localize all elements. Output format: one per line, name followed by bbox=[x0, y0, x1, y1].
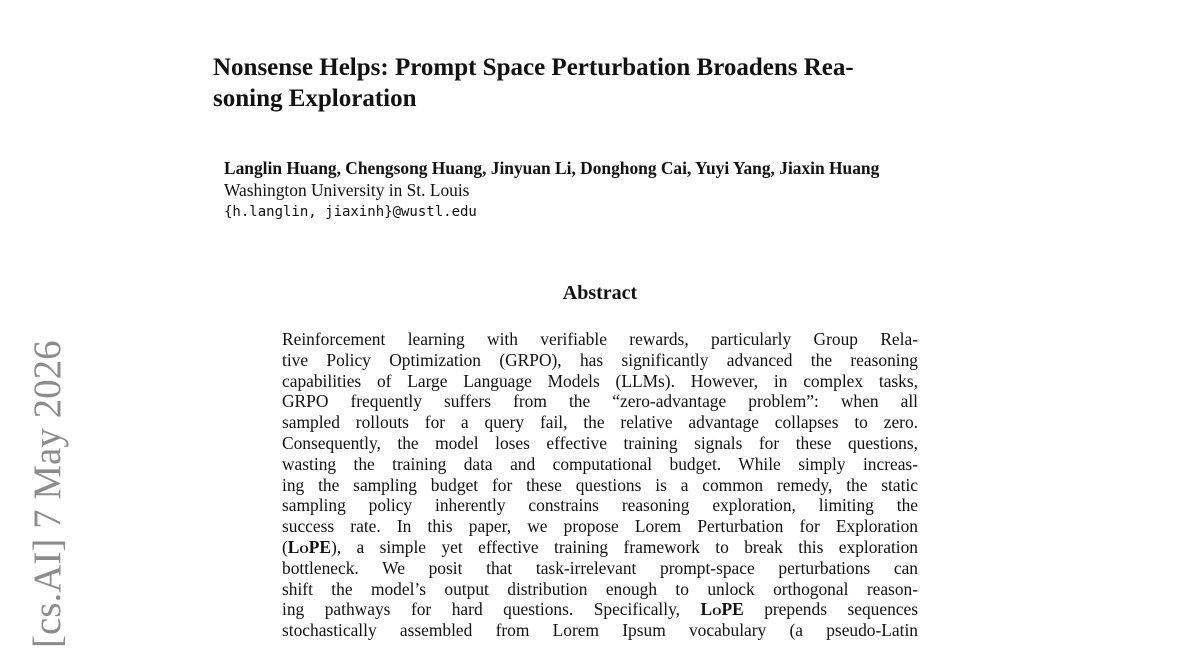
abstract-line: Reinforcement learning with verifiable rewards, particularly Group Rela- bbox=[282, 329, 918, 349]
abstract-line: tive Policy Optimization (GRPO), has significantly advanced the reasoning bbox=[282, 349, 918, 370]
abstract-line: ing the sampling budget for these questions is a common remedy, the static bbox=[282, 474, 918, 495]
abstract-line: GRPO frequently suffers from the “zero-advantage problem”: when all bbox=[282, 391, 918, 412]
abstract-line: Consequently, the model loses effective training signals for these questions, bbox=[282, 432, 918, 453]
abstract-line: sampling policy inherently constrains reasoning exploration, limiting the bbox=[282, 495, 918, 516]
abstract-line: success rate. In this paper, we propose Lorem Perturbation for Exploration bbox=[282, 516, 918, 537]
abstract-line: sampled rollouts for a query fail, the relative advantage collapses to zero. bbox=[282, 412, 918, 433]
author-email: {h.langlin, jiaxinh}@wustl.edu bbox=[224, 204, 477, 220]
abstract-line: ing pathways for hard questions. Specifically, LoPE prepends sequences bbox=[282, 599, 918, 620]
paper-title-line-2: soning Exploration bbox=[213, 85, 417, 112]
abstract-line: shift the model’s output distribution enough to unlock orthogonal reason- bbox=[282, 578, 918, 599]
abstract-line: stochastically assembled from Lorem Ipsum vocabulary (a pseudo-Latin bbox=[282, 620, 918, 641]
paper-title-line-1: Nonsense Helps: Prompt Space Perturbation Broadens Rea- bbox=[213, 54, 854, 81]
method-name-lope: LoPE bbox=[287, 536, 331, 557]
author-affiliation: Washington University in St. Louis bbox=[224, 180, 470, 200]
abstract-line: (LoPE), a simple yet effective training framework to break this exploration bbox=[282, 536, 918, 557]
abstract-line: bottleneck. We posit that task-irrelevant prompt-space perturbations can bbox=[282, 557, 918, 578]
abstract-line: capabilities of Large Language Models (LLMs). However, in complex tasks, bbox=[282, 370, 918, 391]
paper-title bbox=[213, 52, 1013, 114]
abstract-line: wasting the training data and computational budget. While simply increas- bbox=[282, 453, 918, 474]
abstract-heading: Abstract bbox=[562, 282, 638, 304]
arxiv-sidebar-stamp: [cs.AI] 7 May 2026 bbox=[26, 340, 69, 648]
abstract-body bbox=[282, 329, 918, 641]
author-list: Langlin Huang, Chengsong Huang, Jinyuan Li, Donghong Cai, Yuyi Yang, Jiaxin Huang bbox=[224, 158, 880, 178]
method-name-lope: LoPE bbox=[700, 599, 744, 620]
